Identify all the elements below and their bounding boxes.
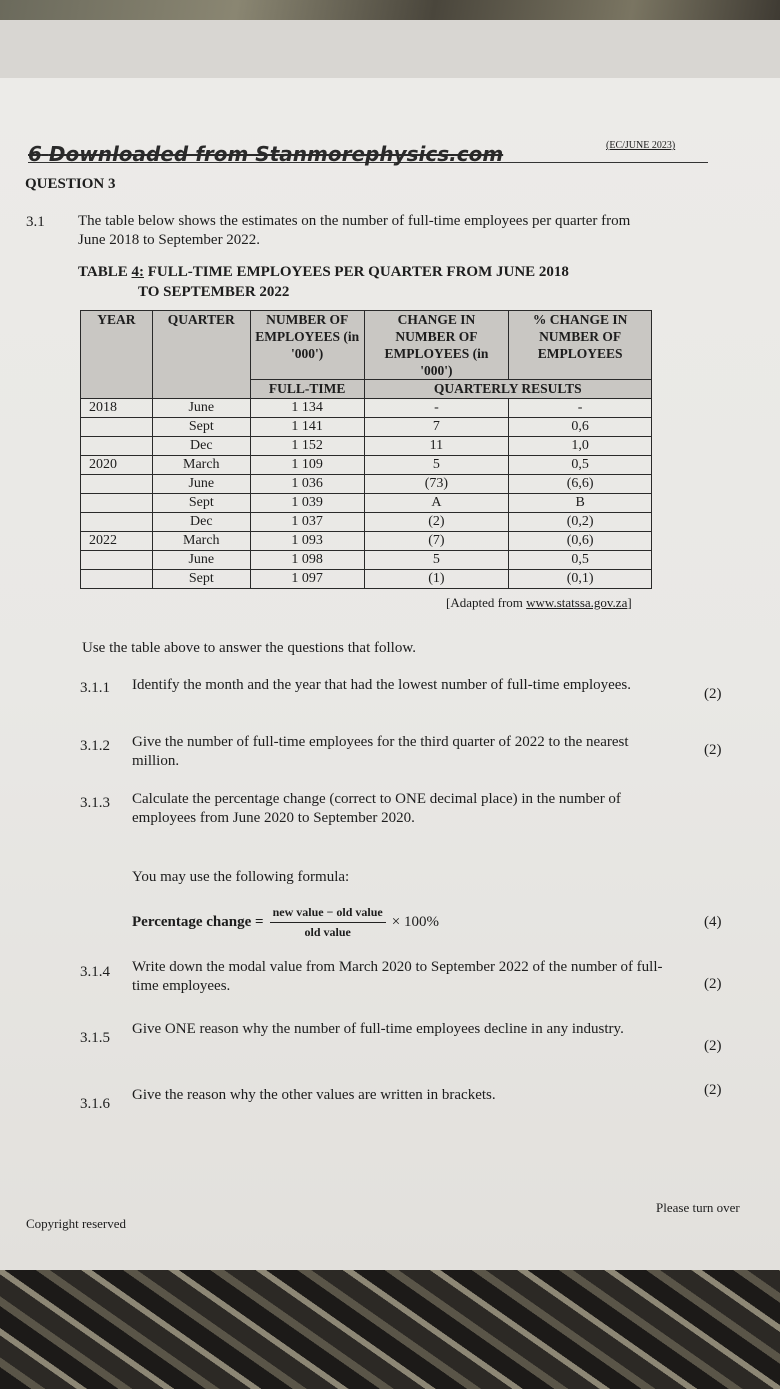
pct-change-cell: 0,5 — [509, 456, 652, 475]
year-cell — [81, 475, 153, 494]
change-cell: 5 — [364, 456, 509, 475]
question-text: Give the number of full-time employees for the third quarter of 2022 to the nearest million. — [132, 734, 629, 769]
header-quarterly-results: QUARTERLY RESULTS — [364, 380, 651, 399]
quarter-cell: Sept — [152, 418, 250, 437]
question-marks: (2) — [704, 1038, 722, 1054]
year-cell — [81, 418, 153, 437]
quarter-cell: Sept — [152, 570, 250, 589]
employees-cell: 1 036 — [250, 475, 364, 494]
quarter-cell: Dec — [152, 437, 250, 456]
employees-cell: 1 093 — [250, 532, 364, 551]
year-cell: 2022 — [81, 532, 153, 551]
question-number: 3.1.2 — [80, 738, 110, 754]
section-number: 3.1 — [26, 214, 45, 230]
question-text: Write down the modal value from March 2020 to September 2022 of the number of full-time employees. — [132, 959, 663, 994]
formula-label: Percentage change = — [132, 914, 264, 930]
quarter-cell: Sept — [152, 494, 250, 513]
pct-change-cell: 0,6 — [509, 418, 652, 437]
employees-cell: 1 039 — [250, 494, 364, 513]
change-cell: 7 — [364, 418, 509, 437]
formula-denominator: old value — [304, 925, 351, 939]
formula-multiplier: × 100% — [391, 914, 439, 930]
formula-numerator: new value − old value — [270, 905, 386, 923]
pct-change-cell: - — [509, 399, 652, 418]
percentage-formula — [132, 905, 439, 940]
copyright-notice: Copyright reserved — [26, 1216, 127, 1231]
change-cell: (73) — [364, 475, 509, 494]
question-heading: QUESTION 3 — [25, 176, 116, 192]
question-number: 3.1.1 — [80, 680, 110, 696]
question-text: Identify the month and the year that had the lowest number of full-time employees. — [132, 677, 632, 693]
pct-change-cell: (0,2) — [509, 513, 652, 532]
pct-change-cell: (6,6) — [509, 475, 652, 494]
question-marks: (4) — [704, 914, 722, 930]
question-text: Give ONE reason why the number of full-time employees decline in any industry. — [132, 1021, 624, 1037]
change-cell: (2) — [364, 513, 509, 532]
quarter-cell: June — [152, 475, 250, 494]
year-cell: 2020 — [81, 456, 153, 475]
year-cell: 2018 — [81, 399, 153, 418]
paper-code: (EC/JUNE 2023) — [606, 140, 676, 151]
year-cell — [81, 513, 153, 532]
turn-over-notice: Please turn over — [656, 1200, 740, 1215]
table-title: TABLE 4: FULL-TIME EMPLOYEES PER QUARTER FROM JUNE 2018 TO SEPTEMBER 2022 — [78, 264, 569, 300]
table-row — [81, 399, 652, 418]
section-intro: The table below shows the estimates on the number of full-time employees per quarter from June 2018 to September 2022. — [78, 213, 631, 248]
question-number: 3.1.4 — [80, 964, 110, 980]
year-cell — [81, 437, 153, 456]
quarter-cell: March — [152, 456, 250, 475]
header-full-time: FULL-TIME — [250, 380, 364, 399]
table-row — [81, 513, 652, 532]
pct-change-cell: 1,0 — [509, 437, 652, 456]
change-cell: 5 — [364, 551, 509, 570]
header-change: CHANGE IN NUMBER OF EMPLOYEES (in '000') — [364, 311, 509, 380]
employees-cell: 1 097 — [250, 570, 364, 589]
header-quarter: QUARTER — [152, 311, 250, 399]
employees-cell: 1 098 — [250, 551, 364, 570]
employees-cell: 1 141 — [250, 418, 364, 437]
employees-cell: 1 109 — [250, 456, 364, 475]
question-text: Calculate the percentage change (correct to ONE decimal place) in the number of employees from June 2020 to September 2020. — [132, 791, 621, 826]
table-row — [81, 570, 652, 589]
instructions: Use the table above to answer the questions that follow. — [82, 640, 416, 656]
employees-table — [80, 310, 652, 589]
quarter-cell: June — [152, 399, 250, 418]
pct-change-cell: (0,1) — [509, 570, 652, 589]
change-cell: A — [364, 494, 509, 513]
download-watermark: 6 Downloaded from Stanmorephysics.com — [28, 142, 504, 166]
quarter-cell: Dec — [152, 513, 250, 532]
employees-cell: 1 152 — [250, 437, 364, 456]
employees-cell: 1 134 — [250, 399, 364, 418]
background-bottom — [0, 1270, 780, 1389]
change-cell: (1) — [364, 570, 509, 589]
quarter-cell: March — [152, 532, 250, 551]
formula-intro: You may use the following formula: — [132, 869, 350, 885]
pct-change-cell: B — [509, 494, 652, 513]
table-row — [81, 532, 652, 551]
change-cell: (7) — [364, 532, 509, 551]
question-marks: (2) — [704, 742, 722, 758]
table-row — [81, 456, 652, 475]
change-cell: - — [364, 399, 509, 418]
header-pct-change: % CHANGE IN NUMBER OF EMPLOYEES — [509, 311, 652, 380]
question-number: 3.1.6 — [80, 1096, 110, 1112]
pct-change-cell: (0,6) — [509, 532, 652, 551]
year-cell — [81, 551, 153, 570]
table-source: [Adapted from www.statssa.gov.za] — [446, 595, 632, 610]
table-row — [81, 551, 652, 570]
table-row — [81, 494, 652, 513]
question-number: 3.1.3 — [80, 795, 110, 811]
year-cell — [81, 570, 153, 589]
table-row — [81, 437, 652, 456]
question-marks: (2) — [704, 1082, 722, 1098]
question-marks: (2) — [704, 976, 722, 992]
header-year: YEAR — [81, 311, 153, 399]
year-cell — [81, 494, 153, 513]
table-row — [81, 475, 652, 494]
header-employees: NUMBER OF EMPLOYEES (in '000') — [250, 311, 364, 380]
question-marks: (2) — [704, 686, 722, 702]
employees-cell: 1 037 — [250, 513, 364, 532]
question-text: Give the reason why the other values are written in brackets. — [132, 1087, 496, 1103]
pct-change-cell: 0,5 — [509, 551, 652, 570]
question-number: 3.1.5 — [80, 1030, 110, 1046]
change-cell: 11 — [364, 437, 509, 456]
formula-fraction — [270, 905, 386, 940]
quarter-cell: June — [152, 551, 250, 570]
table-row — [81, 418, 652, 437]
